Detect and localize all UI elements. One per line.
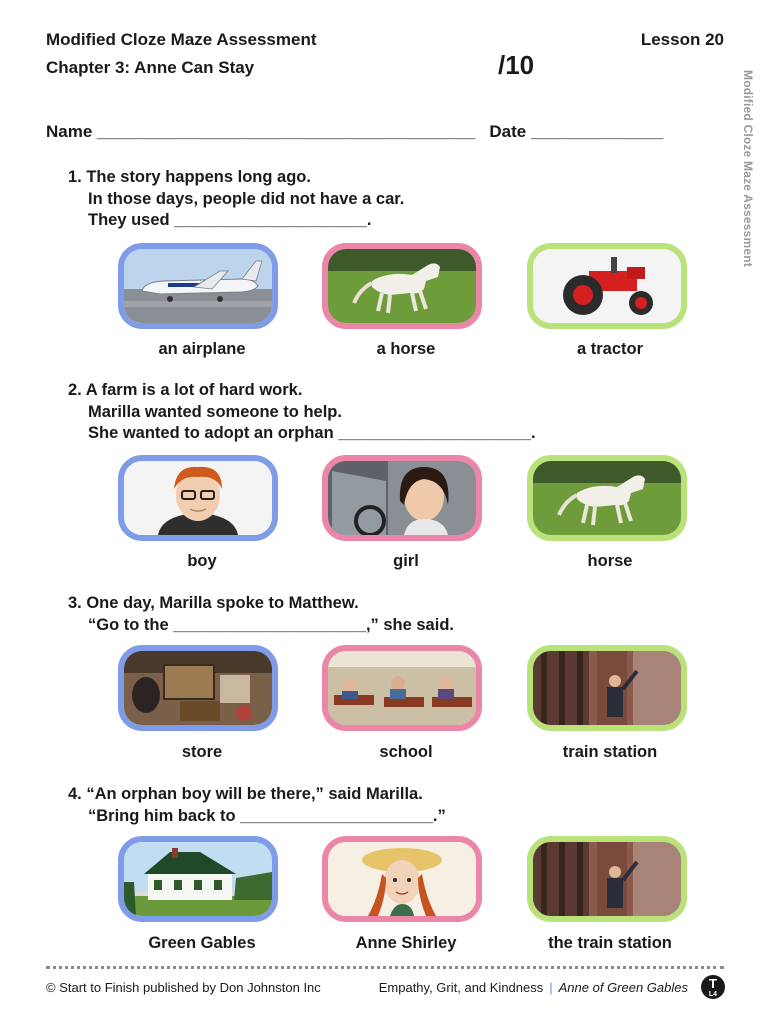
question-2-line-3: She wanted to adopt an orphan _____________________. <box>88 424 536 442</box>
choice-2-2[interactable] <box>322 455 482 541</box>
choice-3-2[interactable] <box>322 645 482 731</box>
choice-2-3-label: horse <box>587 552 633 570</box>
name-label: Name <box>46 122 93 141</box>
question-3-line-2: “Go to the _____________________,” she said. <box>88 615 454 634</box>
train-station-photo-icon <box>533 842 681 916</box>
footer-separator: | <box>549 980 553 995</box>
choice-1-2-label: a horse <box>376 340 436 358</box>
question-4 <box>68 784 446 827</box>
horse-photo-icon <box>533 461 681 535</box>
choice-2-3[interactable] <box>527 455 687 541</box>
footer-divider <box>46 966 724 969</box>
question-1-line-2: In those days, people did not have a car. <box>88 189 405 208</box>
badge-level: L4 <box>708 991 718 998</box>
choice-2-2-label: girl <box>393 552 419 570</box>
horse-photo-icon <box>328 249 476 323</box>
girl-photo-icon <box>328 461 476 535</box>
question-2-line-1: 2. A farm is a lot of hard work. <box>68 381 303 399</box>
choice-1-1-label: an airplane <box>158 340 246 358</box>
airplane-photo-icon <box>124 249 272 323</box>
choice-4-3-label: the train station <box>548 934 672 952</box>
choice-3-3-label: train station <box>562 743 658 761</box>
choice-4-1-label: Green Gables <box>148 934 256 952</box>
choice-1-3[interactable] <box>527 243 687 329</box>
choice-4-1[interactable] <box>118 836 278 922</box>
question-1 <box>68 167 404 232</box>
level-badge-icon <box>701 975 725 999</box>
choice-2-1[interactable] <box>118 455 278 541</box>
chapter-title: Chapter 3: Anne Can Stay <box>46 58 255 77</box>
badge-letter: T <box>709 976 717 991</box>
boy-photo-icon <box>124 461 272 535</box>
question-4-line-2: “Bring him back to _____________________.” <box>88 806 446 825</box>
name-field[interactable]: ________________________________________ <box>97 122 476 141</box>
choice-3-3[interactable] <box>527 645 687 731</box>
anne-portrait-icon <box>328 842 476 916</box>
question-3 <box>68 593 454 636</box>
footer-book-title: Anne of Green Gables <box>558 980 688 995</box>
footer-series <box>379 980 688 995</box>
choice-4-2-label: Anne Shirley <box>355 934 457 952</box>
lesson-label: Lesson 20 <box>640 30 724 49</box>
choice-2-1-label: boy <box>187 552 217 570</box>
choice-3-1-label: store <box>181 743 223 761</box>
side-label: Modified Cloze Maze Assessment <box>741 70 755 267</box>
date-field[interactable]: ______________ <box>531 122 664 141</box>
footer-series-name: Empathy, Grit, and Kindness <box>378 980 544 995</box>
tractor-photo-icon <box>533 249 681 323</box>
choice-1-3-label: a tractor <box>576 340 644 358</box>
train-station-photo-icon <box>533 651 681 725</box>
house-photo-icon <box>124 842 272 916</box>
choice-1-2[interactable] <box>322 243 482 329</box>
store-photo-icon <box>124 651 272 725</box>
assessment-title: Modified Cloze Maze Assessment <box>46 30 317 49</box>
choice-3-1[interactable] <box>118 645 278 731</box>
name-date-row <box>46 122 663 142</box>
school-photo-icon <box>328 651 476 725</box>
question-1-line-3: They used _____________________. <box>88 211 372 229</box>
choice-4-2[interactable] <box>322 836 482 922</box>
question-3-line-1: 3. One day, Marilla spoke to Matthew. <box>68 594 359 612</box>
choice-3-2-label: school <box>379 743 433 761</box>
choice-4-3[interactable] <box>527 836 687 922</box>
choice-1-1[interactable] <box>118 243 278 329</box>
question-2-line-2: Marilla wanted someone to help. <box>88 402 342 421</box>
question-1-line-1: 1. The story happens long ago. <box>68 168 311 186</box>
question-2 <box>68 380 536 445</box>
question-4-line-1: 4. “An orphan boy will be there,” said Marilla. <box>68 785 423 803</box>
score-box: /10 <box>498 50 535 80</box>
footer-publisher: © Start to Finish published by Don Johnston Inc <box>46 980 321 995</box>
date-label: Date <box>489 122 527 141</box>
